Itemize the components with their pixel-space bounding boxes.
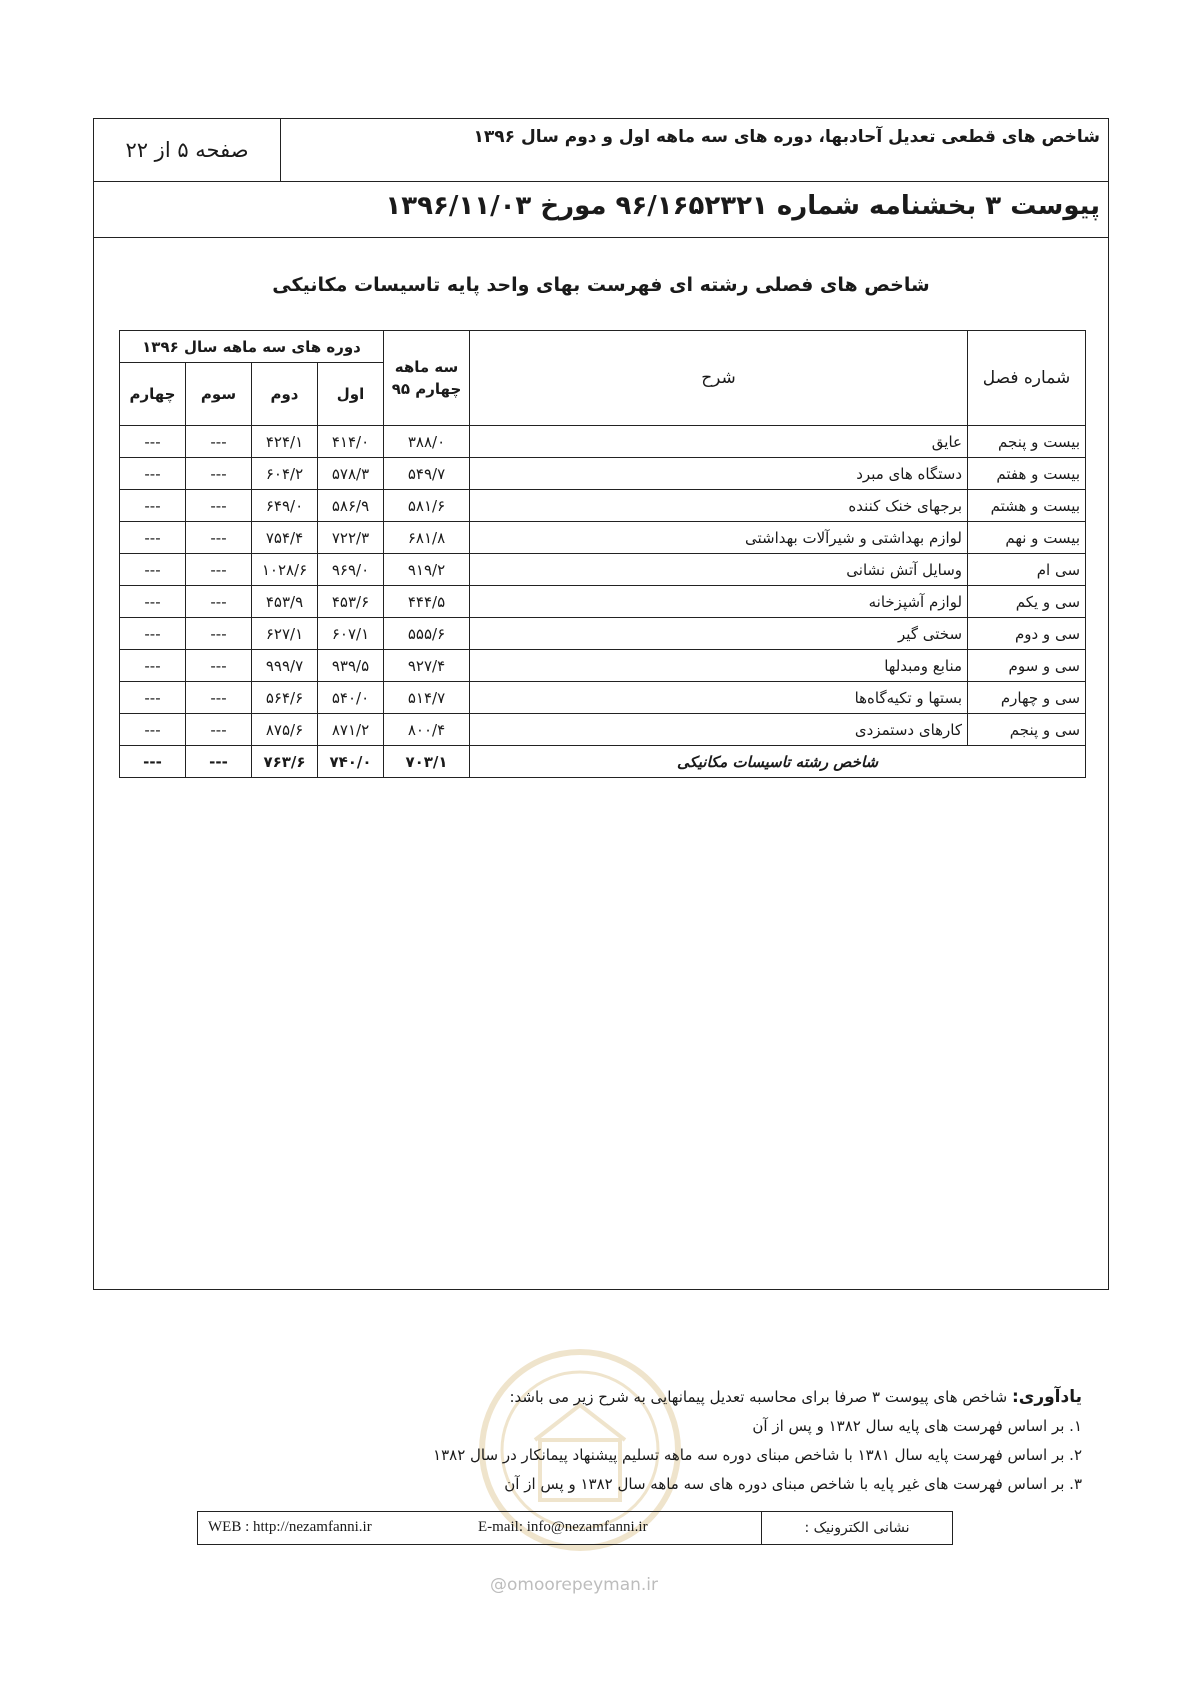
cell-q2: ۴۵۳/۹ [252,586,318,618]
cell-chapter: سی و چهارم [968,682,1086,714]
cell-chapter: بیست و هفتم [968,458,1086,490]
cell-base: ۵۱۴/۷ [384,682,470,714]
cell-q4: --- [120,682,186,714]
cell-q3: --- [186,714,252,746]
cell-chapter: بیست و پنجم [968,426,1086,458]
cell-chapter: بیست و نهم [968,522,1086,554]
reminder-intro: شاخص های پیوست ۳ صرفا برای محاسبه تعدیل پیمانهایی به شرح زیر می باشد: [509,1388,1012,1406]
table-subtitle: شاخص های فصلی رشته ای فهرست بهای واحد پایه تاسیسات مکانیکی [272,274,930,296]
table-row [120,618,1086,650]
cell-desc: لوازم آشپزخانه [470,586,968,618]
site-watermark-text: omoorepeyman.ir [507,1575,659,1595]
cell-desc: عایق [470,426,968,458]
col-q2-header: دوم [252,363,318,426]
col-base-header [384,331,470,426]
cell-q1: ۴۱۴/۰ [318,426,384,458]
col-q4-header: چهارم [120,363,186,426]
cell-q1: ۵۷۸/۳ [318,458,384,490]
table-row [120,682,1086,714]
cell-q3: --- [186,586,252,618]
col-q1-header: اول [318,363,384,426]
table-row [120,586,1086,618]
cell-base: ۵۵۵/۶ [384,618,470,650]
cell-base: ۹۱۹/۲ [384,554,470,586]
cell-q2: ۴۲۴/۱ [252,426,318,458]
cell-base: ۳۸۸/۰ [384,426,470,458]
reminder-item: ۱. بر اساس فهرست های پایه سال ۱۳۸۲ و پس از آن [752,1417,1082,1435]
cell-q3: --- [186,490,252,522]
document-frame [93,118,1109,1290]
table-header-row [120,331,1086,363]
cell-q2: ۶۰۴/۲ [252,458,318,490]
reminder-block [122,1383,1082,1499]
cell-q1: ۶۰۷/۱ [318,618,384,650]
cell-q1: ۴۵۳/۶ [318,586,384,618]
reminder-intro-line [122,1383,1082,1412]
cell-q4: --- [120,490,186,522]
cell-q3: --- [186,682,252,714]
table-row [120,426,1086,458]
cell-chapter: سی و پنجم [968,714,1086,746]
cell-q2: ۶۴۹/۰ [252,490,318,522]
cell-desc: منابع ومبدلها [470,650,968,682]
cell-q2: ۷۵۴/۴ [252,522,318,554]
email-link[interactable]: E-mail: info@nezamfanni.ir [478,1519,648,1535]
total-label: شاخص رشته تاسیسات مکانیکی [470,746,1086,778]
total-q3: --- [186,746,252,778]
table-total-row [120,746,1086,778]
index-table [119,330,1086,778]
cell-q2: ۹۹۹/۷ [252,650,318,682]
cell-chapter: سی و سوم [968,650,1086,682]
table-row [120,554,1086,586]
cell-q4: --- [120,522,186,554]
cell-chapter: سی و یکم [968,586,1086,618]
total-base: ۷۰۳/۱ [384,746,470,778]
col-chapter-header: شماره فصل [968,331,1086,426]
cell-q4: --- [120,650,186,682]
cell-base: ۵۸۱/۶ [384,490,470,522]
cell-q4: --- [120,426,186,458]
contact-box [197,1511,953,1545]
reminder-item: ۳. بر اساس فهرست های غیر پایه با شاخص مبنای دوره های سه ماهه سال ۱۳۸۲ و پس از آن [504,1475,1082,1493]
cell-desc: وسایل آتش نشانی [470,554,968,586]
cell-q4: --- [120,586,186,618]
group-header: دوره های سه ماهه سال ۱۳۹۶ [120,331,384,363]
cell-q3: --- [186,618,252,650]
cell-q1: ۹۶۹/۰ [318,554,384,586]
site-watermark [490,1575,658,1595]
table-row [120,650,1086,682]
cell-q1: ۵۸۶/۹ [318,490,384,522]
cell-q2: ۶۲۷/۱ [252,618,318,650]
col-desc-header: شرح [470,331,968,426]
cell-chapter: سی و دوم [968,618,1086,650]
cell-q3: --- [186,522,252,554]
annex-row [94,181,1108,238]
cell-q1: ۸۷۱/۲ [318,714,384,746]
col-base-label: سه ماهه چهارم ۹۵ [391,358,462,398]
cell-base: ۶۸۱/۸ [384,522,470,554]
cell-q4: --- [120,458,186,490]
cell-q4: --- [120,554,186,586]
contact-label: نشانی الکترونیک : [761,1512,952,1544]
cell-q1: ۵۴۰/۰ [318,682,384,714]
page-indicator: صفحه ۵ از ۲۲ [94,119,281,181]
cell-desc: بستها و تکیه‌گاه‌ها [470,682,968,714]
cell-base: ۹۲۷/۴ [384,650,470,682]
cell-chapter: بیست و هشتم [968,490,1086,522]
cell-desc: برجهای خنک کننده [470,490,968,522]
cell-q3: --- [186,650,252,682]
cell-q4: --- [120,714,186,746]
table-row [120,714,1086,746]
cell-q2: ۵۶۴/۶ [252,682,318,714]
annex-title: پیوست ۳ بخشنامه شماره ۹۶/۱۶۵۲۳۲۱ مورخ ۱۳۹۶/۱۱/۰۳ [385,191,1100,221]
cell-base: ۴۴۴/۵ [384,586,470,618]
total-q4: --- [120,746,186,778]
cell-desc: سختی گیر [470,618,968,650]
cell-chapter: سی ام [968,554,1086,586]
cell-q2: ۱۰۲۸/۶ [252,554,318,586]
table-row [120,490,1086,522]
cell-q3: --- [186,554,252,586]
table-row [120,458,1086,490]
table-body [120,426,1086,746]
reminder-head: یادآوری: [1011,1387,1082,1407]
cell-desc: لوازم بهداشتی و شیرآلات بهداشتی [470,522,968,554]
reminder-item: ۲. بر اساس فهرست پایه سال ۱۳۸۱ با شاخص مبنای دوره سه ماهه تسلیم پیشنهاد پیمانکار در سال ۱۳۸۲ [433,1446,1082,1464]
cell-desc: کارهای دستمزدی [470,714,968,746]
table-row [120,522,1086,554]
total-q1: ۷۴۰/۰ [318,746,384,778]
cell-q1: ۷۲۲/۳ [318,522,384,554]
web-link[interactable]: WEB : http://nezamfanni.ir [208,1519,372,1535]
cell-q3: --- [186,458,252,490]
doc-title: شاخص های قطعی تعدیل آحادبها، دوره های سه ماهه اول و دوم سال ۱۳۹۶ [473,127,1100,147]
cell-q2: ۸۷۵/۶ [252,714,318,746]
cell-base: ۸۰۰/۴ [384,714,470,746]
cell-q4: --- [120,618,186,650]
cell-q3: --- [186,426,252,458]
cell-base: ۵۴۹/۷ [384,458,470,490]
header-row [94,119,1108,182]
cell-q1: ۹۳۹/۵ [318,650,384,682]
total-q2: ۷۶۳/۶ [252,746,318,778]
site-watermark-icon: @ [490,1575,507,1595]
col-q3-header: سوم [186,363,252,426]
cell-desc: دستگاه های مبرد [470,458,968,490]
